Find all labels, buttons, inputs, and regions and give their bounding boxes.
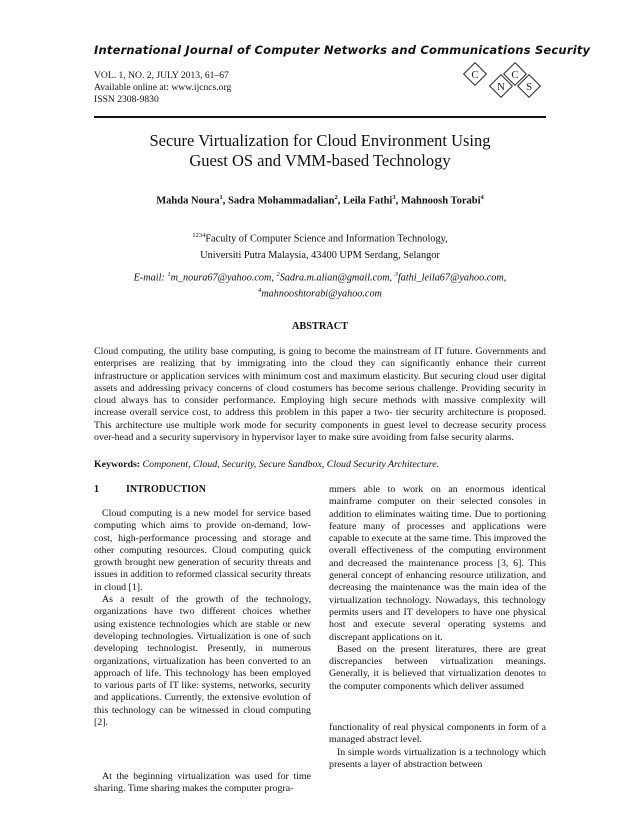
- keywords: [94, 459, 546, 470]
- paragraph: Cloud computing is a new model for service based computing which aims to provide on-demand, low-cost, high-performance processing and storage and other computing resources. Cloud computing quick growth brought new generation of security threats and issues in addition to reformed classical security threats in cloud [1].: [94, 508, 311, 593]
- title-line-1: Secure Virtualization for Cloud Environment Using: [149, 131, 491, 150]
- author-sup: 3: [392, 194, 396, 201]
- paragraph: As a result of the growth of the technology, organizations have two different choices whether using existence technologies which are stable or new developing technologies. Virtualization is one of such developing technologist. Presently, in numerous organizations, virtualization has been converted to an approach of life. This technology has been employed to various parts of IT like: systems, networks, security and applications. Currently, the extensive evolution of this technology can be witnessed in cloud computing [2].: [94, 594, 311, 729]
- journal-title: International Journal of Computer Networks and Communications Security: [94, 43, 591, 57]
- author-list: Mahda Noura$^1$, Sadra Mohammadalian$^2$, Leila Fathi$^3$, Mahnoosh Torabi$^4$: [156, 194, 484, 207]
- right-column: [329, 484, 546, 693]
- author-name: Mahda Noura: [156, 195, 220, 207]
- author-name: Mahnoosh Torabi: [400, 195, 481, 207]
- email-sup: 3: [394, 271, 398, 278]
- author-sup: 2: [334, 194, 338, 201]
- affiliation: [94, 227, 546, 264]
- paragraph: mmers able to work on an enormous identical mainframe computer on their selected consoles in addition to eliminates waiting time. Due to portioning feature many of processes and applications were capable to execute at the same time. This improved the overall effectiveness of the computing environment and decreased the maintenance process [3, 6]. This general concept of enhancing resource utilization, and decreasing the maintenance was the main idea of the virtualization technology. Nowadays, this technology permits users and IT developers to have one physical host and execute several operating systems and discrepant applications on it.: [329, 484, 546, 643]
- email-label: E-mail:: [133, 272, 165, 284]
- affiliation-sup: 1234: [192, 232, 206, 239]
- author-sup: 1: [219, 194, 223, 201]
- section-title: INTRODUCTION: [126, 484, 207, 495]
- email-address[interactable]: fathi_leila67@yahoo.com,: [397, 272, 507, 284]
- right-column-tail: [329, 722, 546, 771]
- email-sup: 2: [276, 271, 280, 278]
- paragraph: In simple words virtualization is a technology which presents a layer of abstraction between: [329, 746, 546, 770]
- abstract-text: Cloud computing, the utility base computing, is going to become the mainstream of IT future. Governments and enterprises are realizing that by immigrating into the cloud they can significantly enhance their current infrastructure or application services with minimum cost and maximum elasticity. But securing cloud user digital assets and addressing privacy concerns of cloud costumers has become serious challenge. Providing security in cloud always has to consider performance. Employing high secure methods with massive complexity will increase overall service cost, to address this problem in this paper a two- tier security architecture is proposed. This architecture use multiple work mode for security components in guest level to decrease security process over-head and a security supervisory in hypervisor layer to make sure avoiding from false security alarms.: [94, 346, 546, 444]
- volume-info: VOL. 1, NO. 2, JULY 2013, 61–67: [94, 70, 229, 81]
- email-list: [94, 269, 546, 301]
- left-column-tail: [94, 771, 311, 796]
- email-address[interactable]: mahnooshtorabi@yahoo.com: [261, 288, 382, 300]
- keywords-text: Component, Cloud, Security, Secure Sandbox, Cloud Security Architecture.: [142, 459, 440, 470]
- header-divider: [94, 116, 546, 118]
- email-sup: 1: [167, 271, 171, 278]
- affiliation-line-2: Universiti Putra Malaysia, 43400 UPM Serdang, Selangor: [200, 250, 440, 262]
- journal-meta: [94, 70, 231, 106]
- section-heading: [94, 484, 206, 495]
- title-line-2: Guest OS and VMM-based Technology: [189, 151, 451, 170]
- author-sup: 4: [480, 194, 484, 201]
- paragraph: functionality of real physical components in form of a managed abstract level.: [329, 722, 546, 746]
- affiliation-line-1: Faculty of Computer Science and Information Technology,: [205, 233, 448, 245]
- paragraph: Based on the present literatures, there are great discrepancies between virtualization meanings. Generally, it is believed that virtualization denotes to the computer components which deliver assumed: [329, 643, 546, 692]
- abstract-heading: ABSTRACT: [291, 321, 349, 332]
- logo-letter-n: N: [497, 81, 505, 93]
- email-address[interactable]: m_noura67@yahoo.com,: [170, 272, 274, 284]
- author-name: Leila Fathi: [343, 195, 393, 207]
- journal-logo-icon: [455, 60, 547, 104]
- paper-title: [94, 131, 546, 171]
- logo-letter-s: S: [525, 81, 533, 93]
- author-name: Sadra Mohammadalian: [228, 195, 335, 207]
- keywords-label: Keywords:: [94, 459, 141, 470]
- logo-letter-c1: C: [471, 69, 479, 81]
- available-online: Available online at: www.ijcncs.org: [94, 82, 232, 93]
- email-sup: 4: [258, 286, 262, 294]
- email-address[interactable]: Sadra.m.alian@gmail.com,: [279, 272, 393, 284]
- left-column: [94, 508, 311, 729]
- section-number: 1: [94, 484, 99, 495]
- issn: ISSN 2308-9830: [94, 94, 159, 105]
- logo-letter-c2: C: [511, 69, 519, 81]
- paragraph: At the beginning virtualization was used for time sharing. Time sharing makes the computer progra-: [94, 771, 311, 795]
